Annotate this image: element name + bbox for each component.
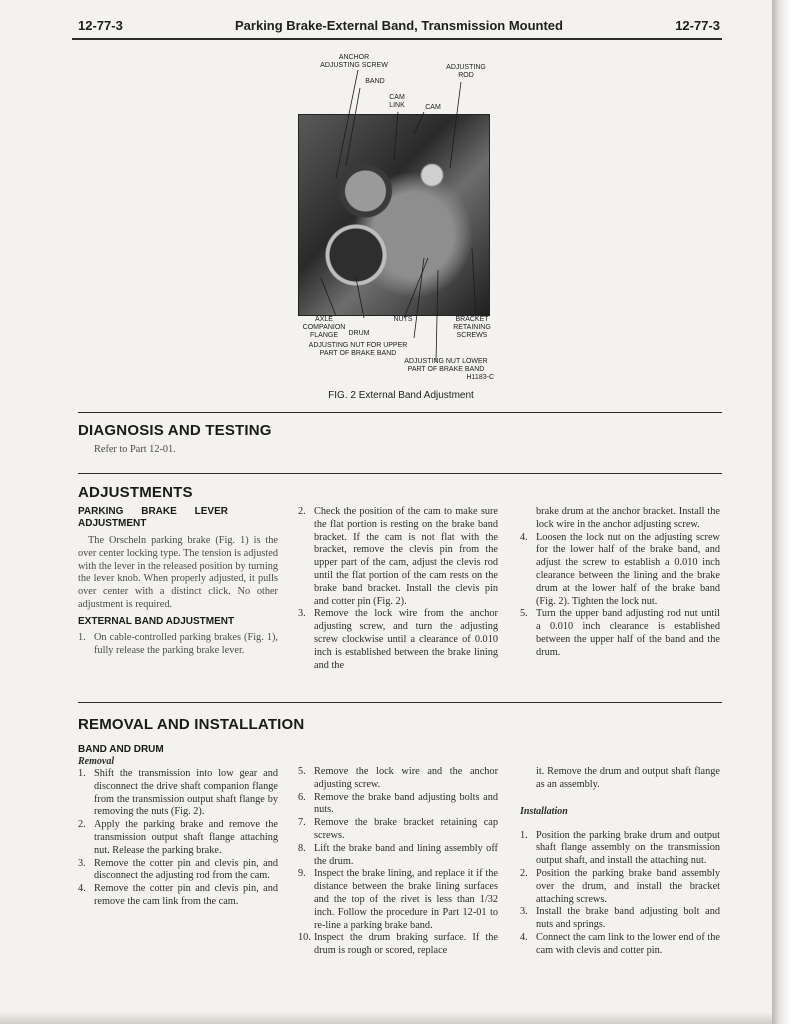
list-item: 5. Remove the lock wire and the anchor adjusting screw. (298, 766, 498, 790)
list-item: 3. Remove the lock wire from the anchor adjusting screw, and turn the adjusting screw clockwise until a clearance of 0.010 inch is established between the brake lining and the (298, 608, 498, 671)
label-drum: DRUM (348, 330, 370, 337)
list-item: brake drum at the anchor bracket. Install the lock wire in the anchor adjusting screw. (536, 506, 720, 530)
adjustments-column-3 (520, 506, 720, 660)
list-item: 7. Remove the brake bracket retaining cap screws. (298, 817, 498, 841)
list-item: 10. Inspect the drum braking surface. If the drum is rough or scored, replace (298, 932, 498, 957)
label-cam: CAM (425, 104, 441, 111)
diagnosis-text: Refer to Part 12-01. (94, 444, 176, 455)
label-adjusting-nut-lower: ADJUSTING NUT LOWER PART OF BRAKE BAND (404, 358, 488, 373)
label-figure-code: H1183-C (466, 374, 494, 381)
external-band-heading: EXTERNAL BAND ADJUSTMENT (78, 615, 235, 627)
list-item: 2. Check the position of the cam to make sure the flat portion is resting on the brake band bracket. If the cam is not flat with the bracket, remove the clevis pin from the upper part of the cam, adjust the clevis rod until the flat portion of the cam rests on the brake band bracket. Install the clevis pin and cotter pin (Fig. 2). (298, 506, 498, 607)
list-item: 1. Position the parking brake drum and output shaft flange assembly on the transmission output shaft, and install the attaching nut. (520, 829, 720, 867)
list-item: 5. Turn the upper band adjusting rod nut until a 0.010 inch clearance is established between the upper half of the band and the drum. (520, 608, 720, 658)
list-item: 4. Connect the cam link to the lower end of the cam with clevis and cotter pin. (520, 931, 720, 956)
list-item: 3. Remove the cotter pin and clevis pin, and disconnect the adjusting rod from the cam. (78, 857, 278, 882)
adjustments-heading: ADJUSTMENTS (78, 484, 193, 501)
adjustment-steps-list (78, 632, 278, 658)
label-axle-companion-flange: AXLE COMPANION FLANGE (302, 316, 346, 339)
label-band: BAND (365, 78, 385, 85)
page-header (78, 18, 720, 40)
list-item: 8. Lift the brake band and lining assembly off the drum. (298, 842, 498, 867)
list-item: 1. Shift the transmission into low gear and disconnect the drive shaft companion flange from the transmission output shaft flange by removing the nuts (Fig. 2). (78, 768, 278, 818)
label-anchor-adjusting-screw: ANCHOR ADJUSTING SCREW (320, 54, 388, 69)
list-item: 2. Apply the parking brake and remove the transmission output shaft flange attaching nut. Release the parking brake. (78, 819, 278, 856)
removal-heading: REMOVAL AND INSTALLATION (78, 716, 305, 733)
list-item: 2. Position the parking brake band assembly over the drum, and install the bracket attaching screws. (520, 867, 720, 905)
diagnosis-heading: DIAGNOSIS AND TESTING (78, 422, 272, 439)
removal-column-3 (520, 766, 720, 958)
band-and-drum-heading: BAND AND DRUM (78, 744, 164, 755)
section-rule (78, 702, 722, 703)
list-item: 3. Install the brake band adjusting bolt and nuts and springs. (520, 906, 720, 931)
list-item: 1. On cable-controlled parking brakes (Fig. 1), fully release the parking brake lever. (78, 631, 278, 656)
page-number-right: 12-77-3 (675, 18, 720, 33)
label-bracket-retaining-screws: BRACKET RETAINING SCREWS (453, 316, 491, 339)
label-adjusting-rod: ADJUSTING ROD (446, 64, 486, 79)
list-item: 4. Loosen the lock nut on the adjusting screw for the lower half of the brake band, and adjust the screw to establish a 0.010 inch clearance between the lining and the brake drum at the lower half of the brake band (Fig. 2). Tighten the lock nut. (520, 531, 720, 607)
section-rule (78, 473, 722, 474)
adjustments-column-1 (78, 506, 278, 657)
page-number-left: 12-77-3 (78, 18, 123, 33)
section-rule (78, 412, 722, 413)
removal-column-1 (78, 744, 278, 909)
label-adjusting-nut-upper: ADJUSTING NUT FOR UPPER PART OF BRAKE BAND (308, 342, 408, 357)
label-cam-link: CAM LINK (389, 94, 405, 109)
parking-brake-text: The Orscheln parking brake (Fig. 1) is the over center locking type. The tension is adjusted with the lever in the released position by turning the lever knob. When properly adjusted, it pulls over center with a distinct click. No other adjustment is required. (78, 535, 278, 610)
adjustments-column-2 (298, 506, 498, 672)
label-nuts: NUTS (393, 316, 413, 323)
removal-label: Removal (78, 756, 115, 767)
page-bottom-shadow (0, 1012, 772, 1024)
installation-label: Installation (520, 805, 568, 817)
list-item: 9. Inspect the brake lining, and replace it if the distance between the brake lining surfaces and the top of the rivet is less than 1/32 inch. Follow the procedure in Part 12-01 to re-line a parking brake band. (298, 868, 498, 931)
list-item: it. Remove the drum and output shaft flange as an assembly. (536, 766, 720, 790)
parking-brake-lever-heading: PARKING BRAKE LEVER ADJUSTMENT (78, 506, 228, 529)
page-edge (772, 0, 791, 1024)
list-item: 4. Remove the cotter pin and clevis pin, and remove the cam link from the cam. (78, 883, 278, 907)
removal-column-2 (298, 766, 498, 958)
list-item: 6. Remove the brake band adjusting bolts and nuts. (298, 791, 498, 816)
header-rule (72, 38, 722, 40)
page-title: Parking Brake-External Band, Transmission Mounted (235, 18, 563, 33)
figure-caption: FIG. 2 External Band Adjustment (328, 390, 474, 401)
figure-external-band (296, 48, 506, 408)
